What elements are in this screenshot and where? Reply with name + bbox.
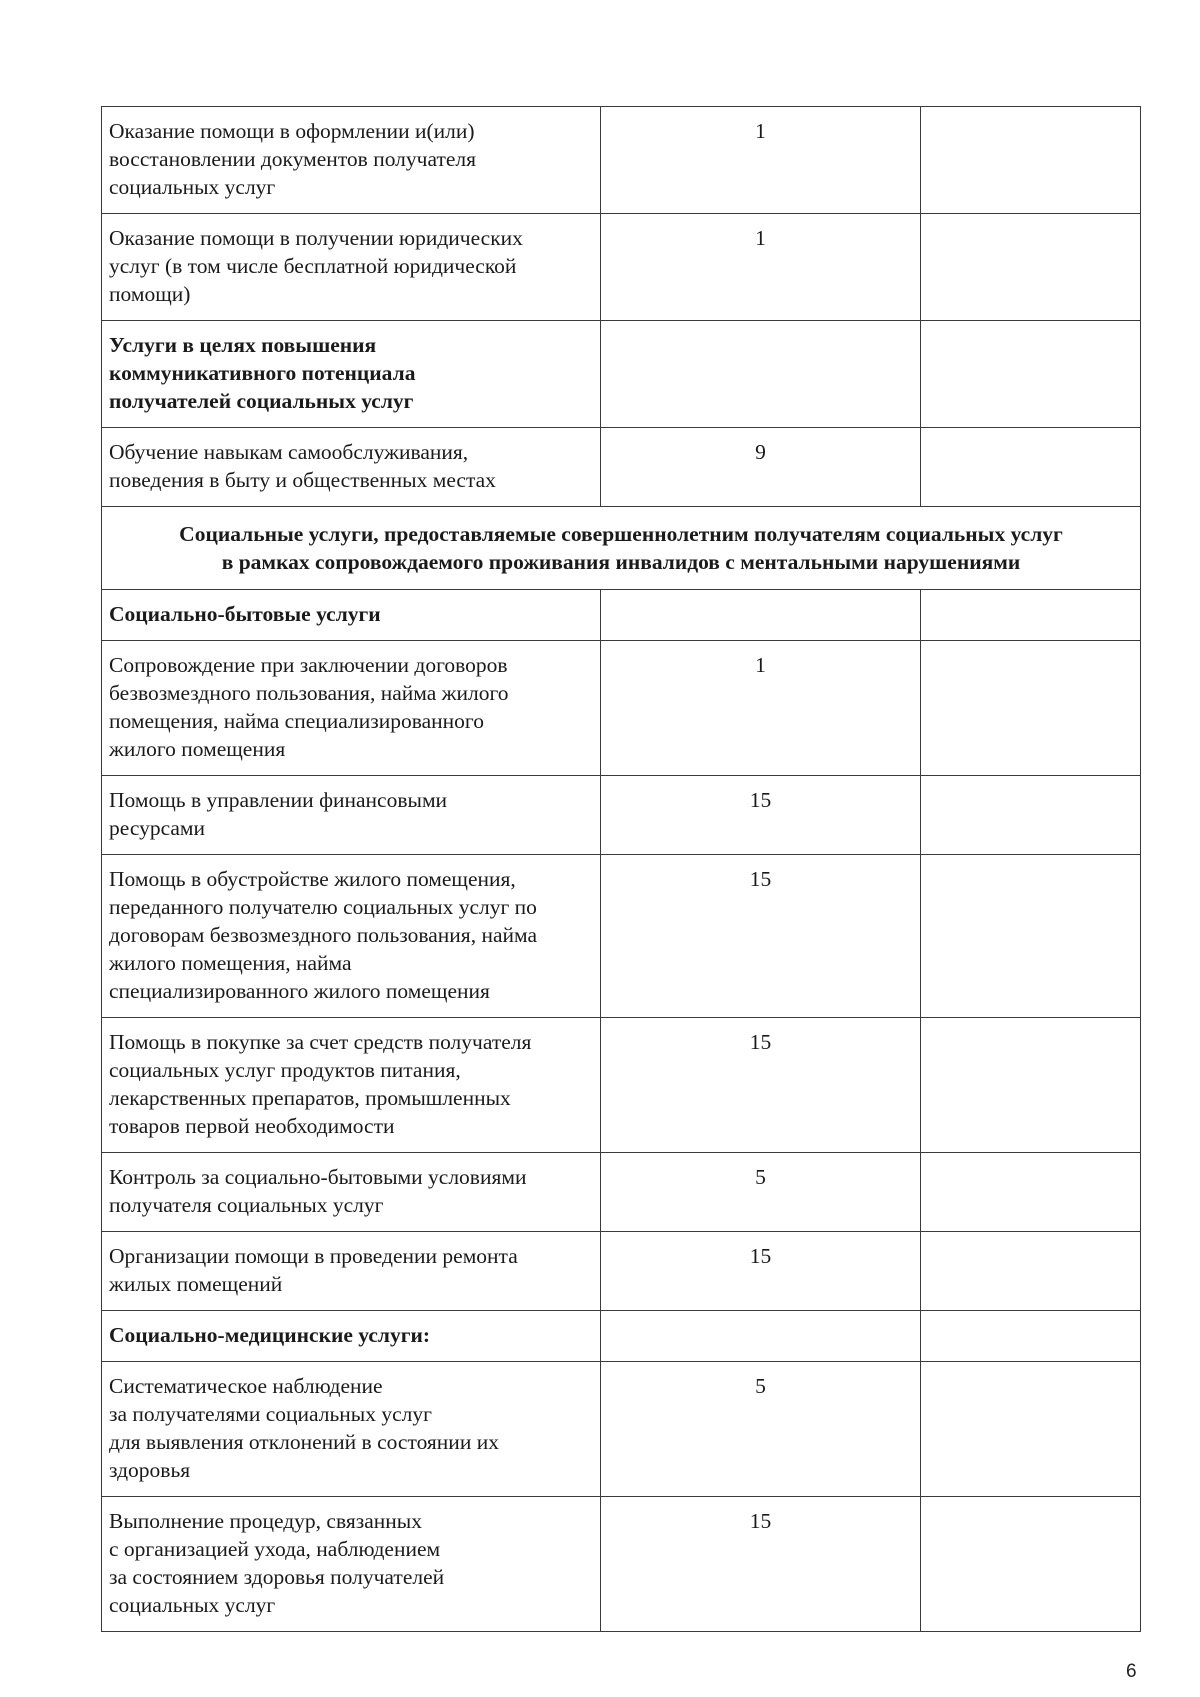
empty-cell [921, 428, 1141, 507]
category-row [102, 590, 1141, 641]
table-row [102, 1232, 1141, 1311]
category-name-cell: Социально-медицинские услуги: [102, 1311, 601, 1362]
empty-cell [921, 590, 1141, 641]
empty-cell [921, 1311, 1141, 1362]
empty-cell [921, 1018, 1141, 1153]
quantity-cell: 5 [601, 1362, 921, 1497]
section-header: Социальные услуги, предоставляемые совершеннолетним получателям социальных услуг в рамках сопровождаемого проживания инвалидов с ментальными нарушениями [102, 507, 1141, 590]
quantity-cell: 15 [601, 1497, 921, 1632]
empty-cell [921, 776, 1141, 855]
services-table [101, 106, 1141, 1632]
service-name-cell: Контроль за социально-бытовыми условиями получателя социальных услуг [102, 1153, 601, 1232]
table-row [102, 1018, 1141, 1153]
table-row [102, 855, 1141, 1018]
empty-cell [921, 855, 1141, 1018]
empty-cell [921, 321, 1141, 428]
service-name-cell: Помощь в обустройстве жилого помещения, переданного получателю социальных услуг по договорам безвозмездного пользования, найма жилого помещения, найма специализированного жилого помещения [102, 855, 601, 1018]
empty-cell [921, 641, 1141, 776]
quantity-cell: 15 [601, 1018, 921, 1153]
category-row [102, 321, 1141, 428]
service-name-cell: Помощь в покупке за счет средств получателя социальных услуг продуктов питания, лекарственных препаратов, промышленных товаров первой необходимости [102, 1018, 601, 1153]
quantity-cell [601, 321, 921, 428]
empty-cell [921, 1497, 1141, 1632]
category-name-cell: Социально-бытовые услуги [102, 590, 601, 641]
page-number: 6 [1126, 1661, 1137, 1682]
service-name-cell: Организации помощи в проведении ремонта жилых помещений [102, 1232, 601, 1311]
service-name-cell: Систематическое наблюдение за получателями социальных услуг для выявления отклонений в состоянии их здоровья [102, 1362, 601, 1497]
table-row [102, 214, 1141, 321]
empty-cell [921, 1362, 1141, 1497]
quantity-cell: 5 [601, 1153, 921, 1232]
quantity-cell: 15 [601, 855, 921, 1018]
quantity-cell: 9 [601, 428, 921, 507]
service-name-cell: Сопровождение при заключении договоров безвозмездного пользования, найма жилого помещения, найма специализированного жилого помещения [102, 641, 601, 776]
table-row [102, 1362, 1141, 1497]
service-name-cell: Обучение навыкам самообслуживания, поведения в быту и общественных местах [102, 428, 601, 507]
table-row [102, 641, 1141, 776]
table-row [102, 1153, 1141, 1232]
category-row [102, 1311, 1141, 1362]
table-row [102, 776, 1141, 855]
empty-cell [921, 1232, 1141, 1311]
empty-cell [921, 107, 1141, 214]
quantity-cell: 15 [601, 776, 921, 855]
service-name-cell: Оказание помощи в оформлении и(или) восстановлении документов получателя социальных услуг [102, 107, 601, 214]
service-name-cell: Выполнение процедур, связанных с организацией ухода, наблюдением за состоянием здоровья получателей социальных услуг [102, 1497, 601, 1632]
empty-cell [921, 1153, 1141, 1232]
category-name-cell: Услуги в целях повышения коммуникативного потенциала получателей социальных услуг [102, 321, 601, 428]
quantity-cell: 1 [601, 107, 921, 214]
section-header-row [102, 507, 1141, 590]
empty-cell [921, 214, 1141, 321]
quantity-cell [601, 1311, 921, 1362]
quantity-cell: 1 [601, 641, 921, 776]
table-row [102, 428, 1141, 507]
quantity-cell: 1 [601, 214, 921, 321]
table-row [102, 1497, 1141, 1632]
service-name-cell: Оказание помощи в получении юридических услуг (в том числе бесплатной юридической помощи) [102, 214, 601, 321]
quantity-cell [601, 590, 921, 641]
service-name-cell: Помощь в управлении финансовыми ресурсами [102, 776, 601, 855]
quantity-cell: 15 [601, 1232, 921, 1311]
table-row [102, 107, 1141, 214]
